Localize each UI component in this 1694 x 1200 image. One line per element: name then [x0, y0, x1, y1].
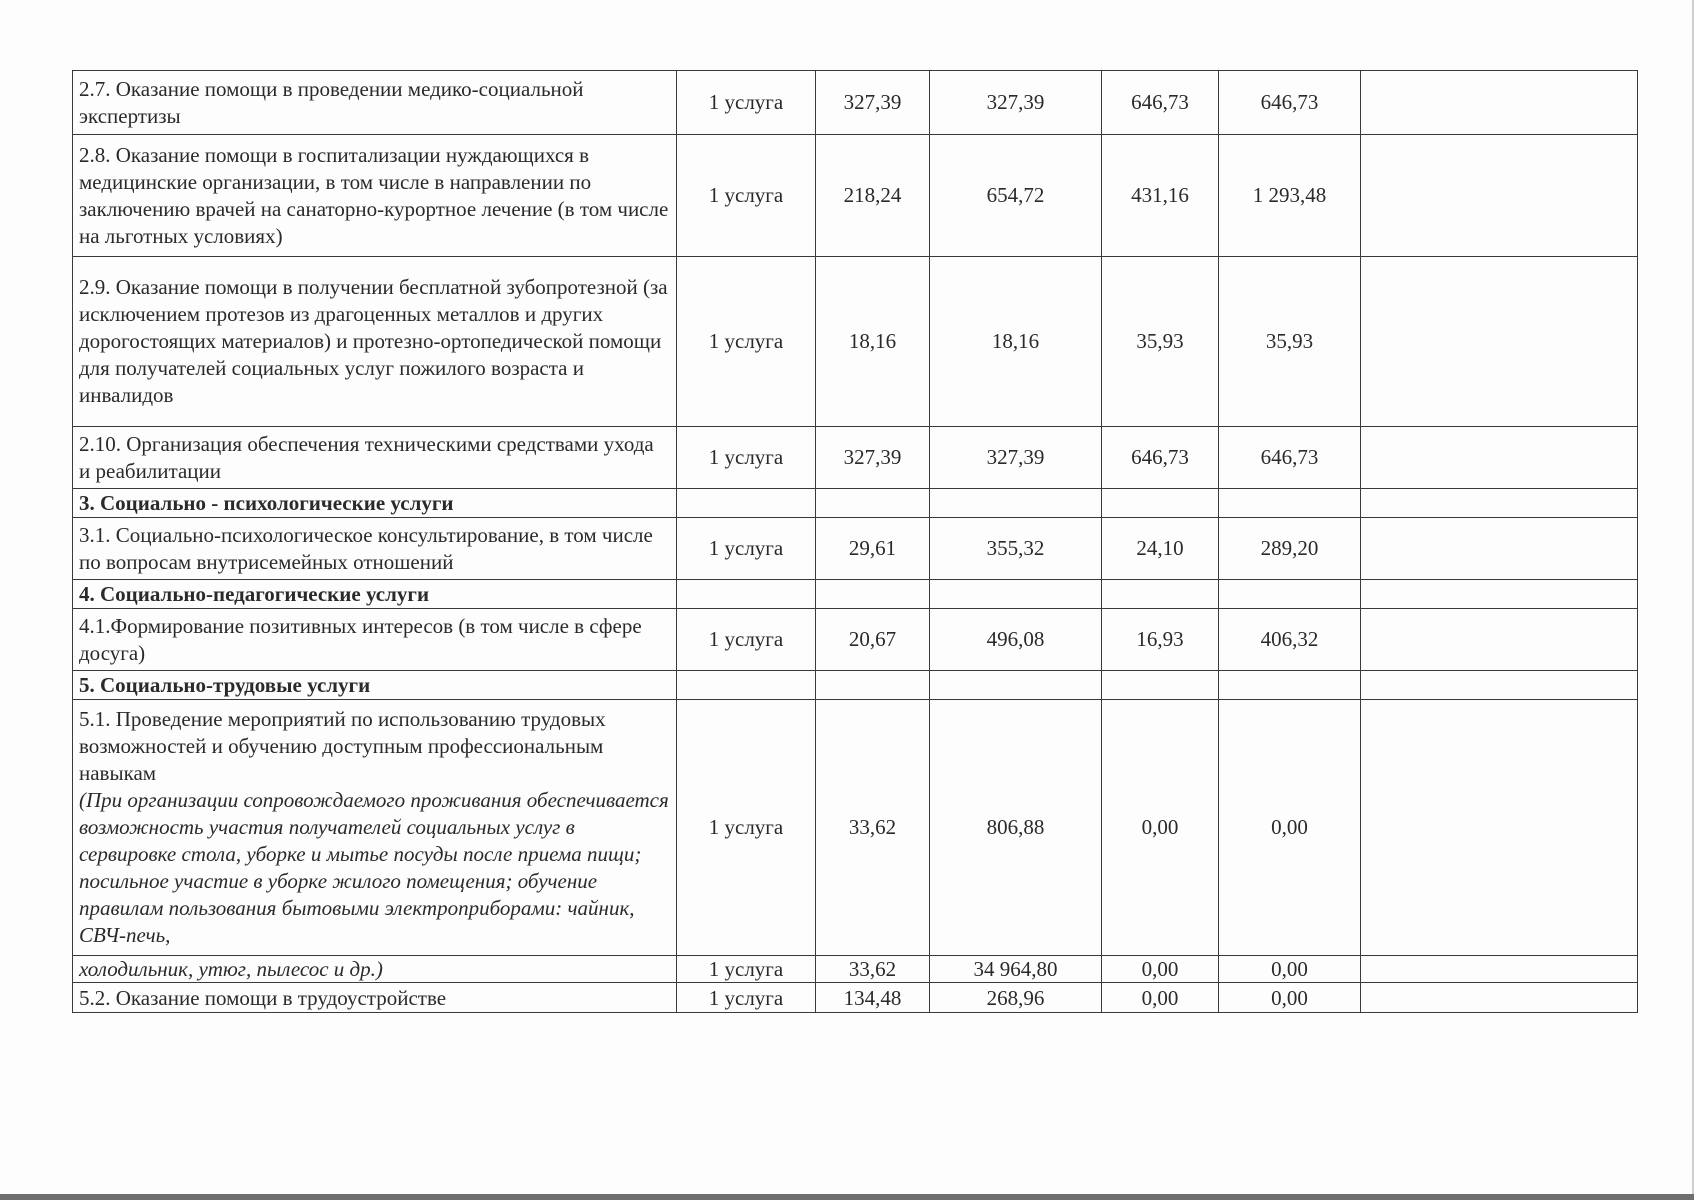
section-row [73, 671, 1638, 700]
empty-cell [1361, 257, 1638, 427]
table-row [73, 956, 1638, 983]
value-cell: 327,39 [930, 71, 1102, 135]
empty-cell [1361, 71, 1638, 135]
service-name-cell: 4.1.Формирование позитивных интересов (в том числе в сфере досуга) [73, 609, 677, 671]
table-body [73, 71, 1638, 1013]
value-cell: 327,39 [816, 71, 930, 135]
unit-cell: 1 услуга [677, 71, 816, 135]
table-row [73, 609, 1638, 671]
value-cell: 327,39 [930, 427, 1102, 489]
services-tariff-table [72, 70, 1638, 1013]
value-cell: 134,48 [816, 983, 930, 1013]
empty-cell [930, 580, 1102, 609]
empty-cell [1219, 580, 1361, 609]
value-cell: 496,08 [930, 609, 1102, 671]
section-heading: 5. Социально-трудовые услуги [73, 671, 677, 700]
table-row [73, 518, 1638, 580]
service-name-cell: 2.7. Оказание помощи в проведении медико-социальной экспертизы [73, 71, 677, 135]
value-cell: 35,93 [1102, 257, 1219, 427]
value-cell: 1 293,48 [1219, 135, 1361, 257]
table-row [73, 700, 1638, 956]
value-cell: 327,39 [816, 427, 930, 489]
service-name-cell: 5.2. Оказание помощи в трудоустройстве [73, 983, 677, 1013]
empty-cell [1361, 518, 1638, 580]
table-row [73, 427, 1638, 489]
value-cell: 654,72 [930, 135, 1102, 257]
empty-cell [1361, 983, 1638, 1013]
service-note-text: (При организации сопровождаемого проживания обеспечивается возможность участия получателей социальных услуг в сервировке стола, уборке и мытье посуды после приема пищи; посильное участие в уборке жилого помещения; обучение правилам пользования бытовыми электроприборами: чайник, СВЧ-печь, [79, 788, 669, 947]
table-row [73, 135, 1638, 257]
empty-cell [816, 580, 930, 609]
section-heading: 4. Социально-педагогические услуги [73, 580, 677, 609]
empty-cell [1361, 671, 1638, 700]
value-cell: 355,32 [930, 518, 1102, 580]
value-cell: 33,62 [816, 700, 930, 956]
empty-cell [1361, 135, 1638, 257]
service-name-cell: 2.10. Организация обеспечения техническими средствами ухода и реабилитации [73, 427, 677, 489]
service-name-text: 5.1. Проведение мероприятий по использованию трудовых возможностей и обучению доступным профессиональным навыкам [79, 707, 606, 785]
empty-cell [677, 671, 816, 700]
value-cell: 268,96 [930, 983, 1102, 1013]
empty-cell [1361, 489, 1638, 518]
unit-cell: 1 услуга [677, 983, 816, 1013]
service-name-cell [73, 700, 677, 956]
value-cell: 646,73 [1102, 427, 1219, 489]
value-cell: 24,10 [1102, 518, 1219, 580]
value-cell: 35,93 [1219, 257, 1361, 427]
value-cell: 33,62 [816, 956, 930, 983]
table-row [73, 983, 1638, 1013]
table-row [73, 257, 1638, 427]
value-cell: 20,67 [816, 609, 930, 671]
empty-cell [1219, 489, 1361, 518]
empty-cell [1361, 956, 1638, 983]
table-row [73, 71, 1638, 135]
empty-cell [677, 580, 816, 609]
empty-cell [930, 671, 1102, 700]
service-name-cell: 2.9. Оказание помощи в получении бесплатной зубопротезной (за исключением протезов из драгоценных металлов и других дорогостоящих материалов) и протезно-ортопедической помощи для получателей социальных услуг пожилого возраста и инвалидов [73, 257, 677, 427]
service-note-text: холодильник, утюг, пылесос и др.) [79, 957, 383, 981]
empty-cell [1219, 671, 1361, 700]
unit-cell: 1 услуга [677, 518, 816, 580]
value-cell: 646,73 [1219, 427, 1361, 489]
value-cell: 0,00 [1102, 983, 1219, 1013]
unit-cell: 1 услуга [677, 956, 816, 983]
value-cell: 0,00 [1219, 956, 1361, 983]
value-cell: 29,61 [816, 518, 930, 580]
value-cell: 646,73 [1102, 71, 1219, 135]
value-cell: 0,00 [1219, 983, 1361, 1013]
empty-cell [1361, 609, 1638, 671]
section-row [73, 580, 1638, 609]
empty-cell [1102, 580, 1219, 609]
empty-cell [816, 489, 930, 518]
section-heading: 3. Социально - психологические услуги [73, 489, 677, 518]
empty-cell [1102, 671, 1219, 700]
unit-cell: 1 услуга [677, 427, 816, 489]
value-cell: 34 964,80 [930, 956, 1102, 983]
section-row [73, 489, 1638, 518]
value-cell: 0,00 [1102, 956, 1219, 983]
unit-cell: 1 услуга [677, 135, 816, 257]
service-note-continuation [73, 956, 677, 983]
empty-cell [1361, 427, 1638, 489]
value-cell: 289,20 [1219, 518, 1361, 580]
empty-cell [1361, 700, 1638, 956]
value-cell: 431,16 [1102, 135, 1219, 257]
value-cell: 18,16 [930, 257, 1102, 427]
empty-cell [677, 489, 816, 518]
value-cell: 16,93 [1102, 609, 1219, 671]
value-cell: 18,16 [816, 257, 930, 427]
scan-edge [0, 1194, 1694, 1200]
unit-cell: 1 услуга [677, 609, 816, 671]
value-cell: 218,24 [816, 135, 930, 257]
unit-cell: 1 услуга [677, 257, 816, 427]
empty-cell [1361, 580, 1638, 609]
value-cell: 0,00 [1102, 700, 1219, 956]
unit-cell: 1 услуга [677, 700, 816, 956]
service-name-cell: 3.1. Социально-психологическое консультирование, в том числе по вопросам внутрисемейных отношений [73, 518, 677, 580]
service-name-cell: 2.8. Оказание помощи в госпитализации нуждающихся в медицинские организации, в том числе в направлении по заключению врачей на санаторно-курортное лечение (в том числе на льготных условиях) [73, 135, 677, 257]
value-cell: 406,32 [1219, 609, 1361, 671]
value-cell: 806,88 [930, 700, 1102, 956]
empty-cell [816, 671, 930, 700]
empty-cell [1102, 489, 1219, 518]
empty-cell [930, 489, 1102, 518]
value-cell: 646,73 [1219, 71, 1361, 135]
value-cell: 0,00 [1219, 700, 1361, 956]
